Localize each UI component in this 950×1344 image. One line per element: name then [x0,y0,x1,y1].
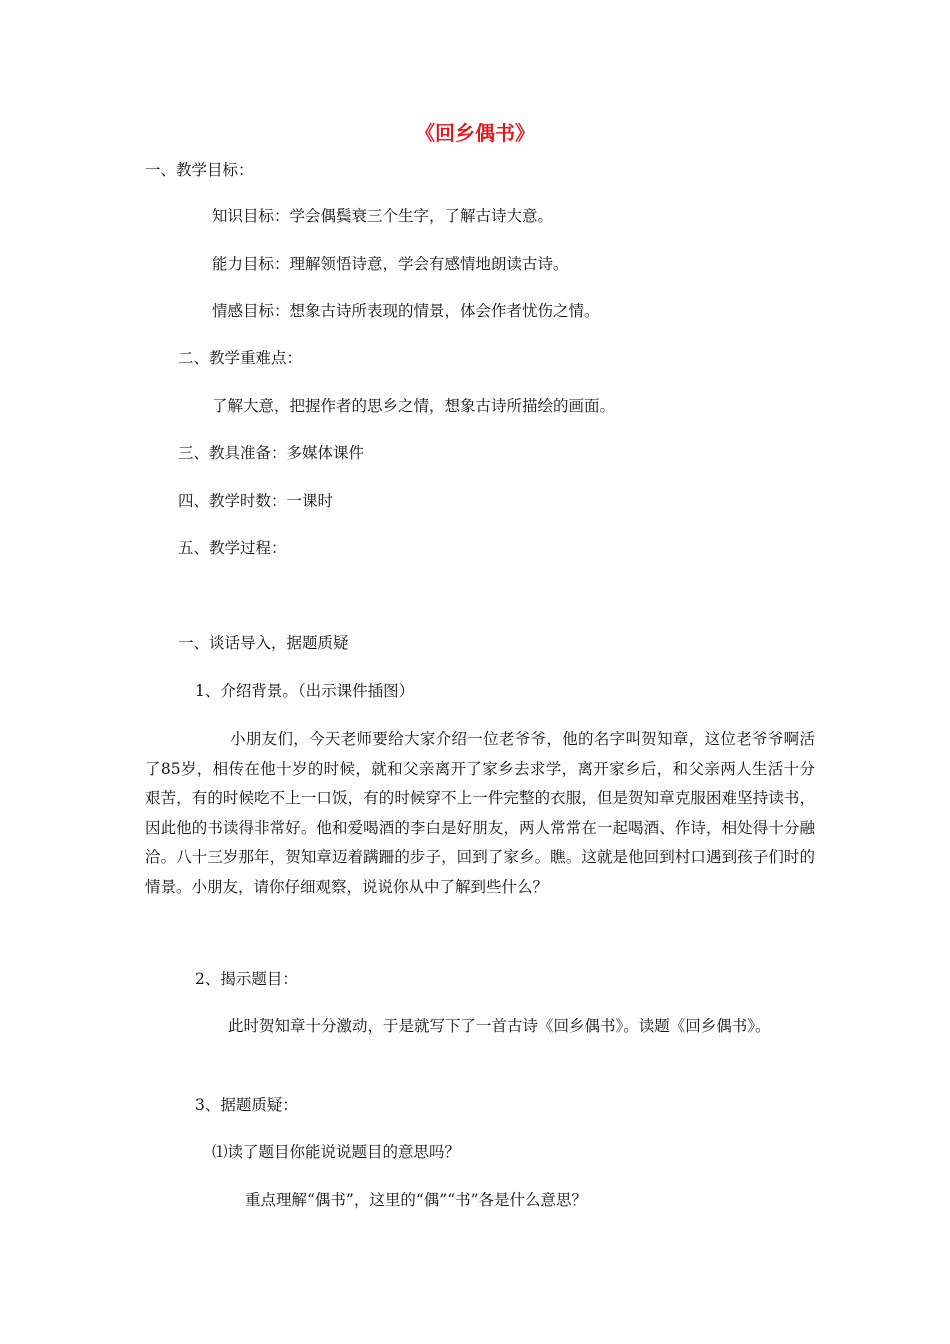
document-title: 《回乡偶书》 [415,121,535,145]
objectives-heading: 一、教学目标： [145,161,254,179]
intro-heading: 一、谈话导入，据题质疑 [178,634,349,652]
background-heading: 1、介绍背景。（出示课件插图） [195,682,415,700]
key-points-text: 了解大意，把握作者的思乡之情，想象古诗所描绘的画面。 [212,397,616,415]
question-1-detail: 重点理解“偶书”，这里的“偶”“书”各是什么意思？ [245,1191,588,1209]
key-points-heading: 二、教学重难点： [178,349,303,367]
reveal-paragraph: 此时贺知章十分激动，于是就写下了一首古诗《回乡偶书》。读题《回乡偶书》。 [228,1017,771,1035]
tools-line: 三、教具准备：多媒体课件 [178,444,365,462]
knowledge-objective: 知识目标：学会偶鬓衰三个生字，了解古诗大意。 [212,207,554,225]
background-paragraph: 小朋友们，今天老师要给大家介绍一位老爷爷，他的名字叫贺知章，这位老爷爷啊活了85岁，相传在他十岁的时候，就和父亲离开了家乡去求学，离开家乡后，和父亲两人生活十分艰苦，有的时候吃不上一口饭，有的时候穿不上一件完整的衣服，但是贺知章克服困难坚持读书，因此他的书读得非常好。他和爱喝酒的李白是好朋友，两人常常在一起喝酒、作诗，相处得十分融洽。八十三岁那年，贺知章迈着蹒跚的步子，回到了家乡。瞧。这就是他回到村口遇到孩子们时的情景。小朋友，请你仔细观察，说说你从中了解到些什么？ [145,730,815,896]
process-line: 五、教学过程： [178,539,287,557]
ability-objective: 能力目标：理解领悟诗意，学会有感情地朗读古诗。 [212,255,569,273]
question-1: ⑴读了题目你能说说题目的意思吗？ [212,1143,461,1161]
question-heading: 3、据题质疑： [195,1096,298,1114]
reveal-heading: 2、揭示题目： [195,970,298,988]
time-line: 四、教学时数：一课时 [178,492,334,510]
emotion-objective: 情感目标：想象古诗所表现的情景，体会作者忧伤之情。 [212,302,600,320]
